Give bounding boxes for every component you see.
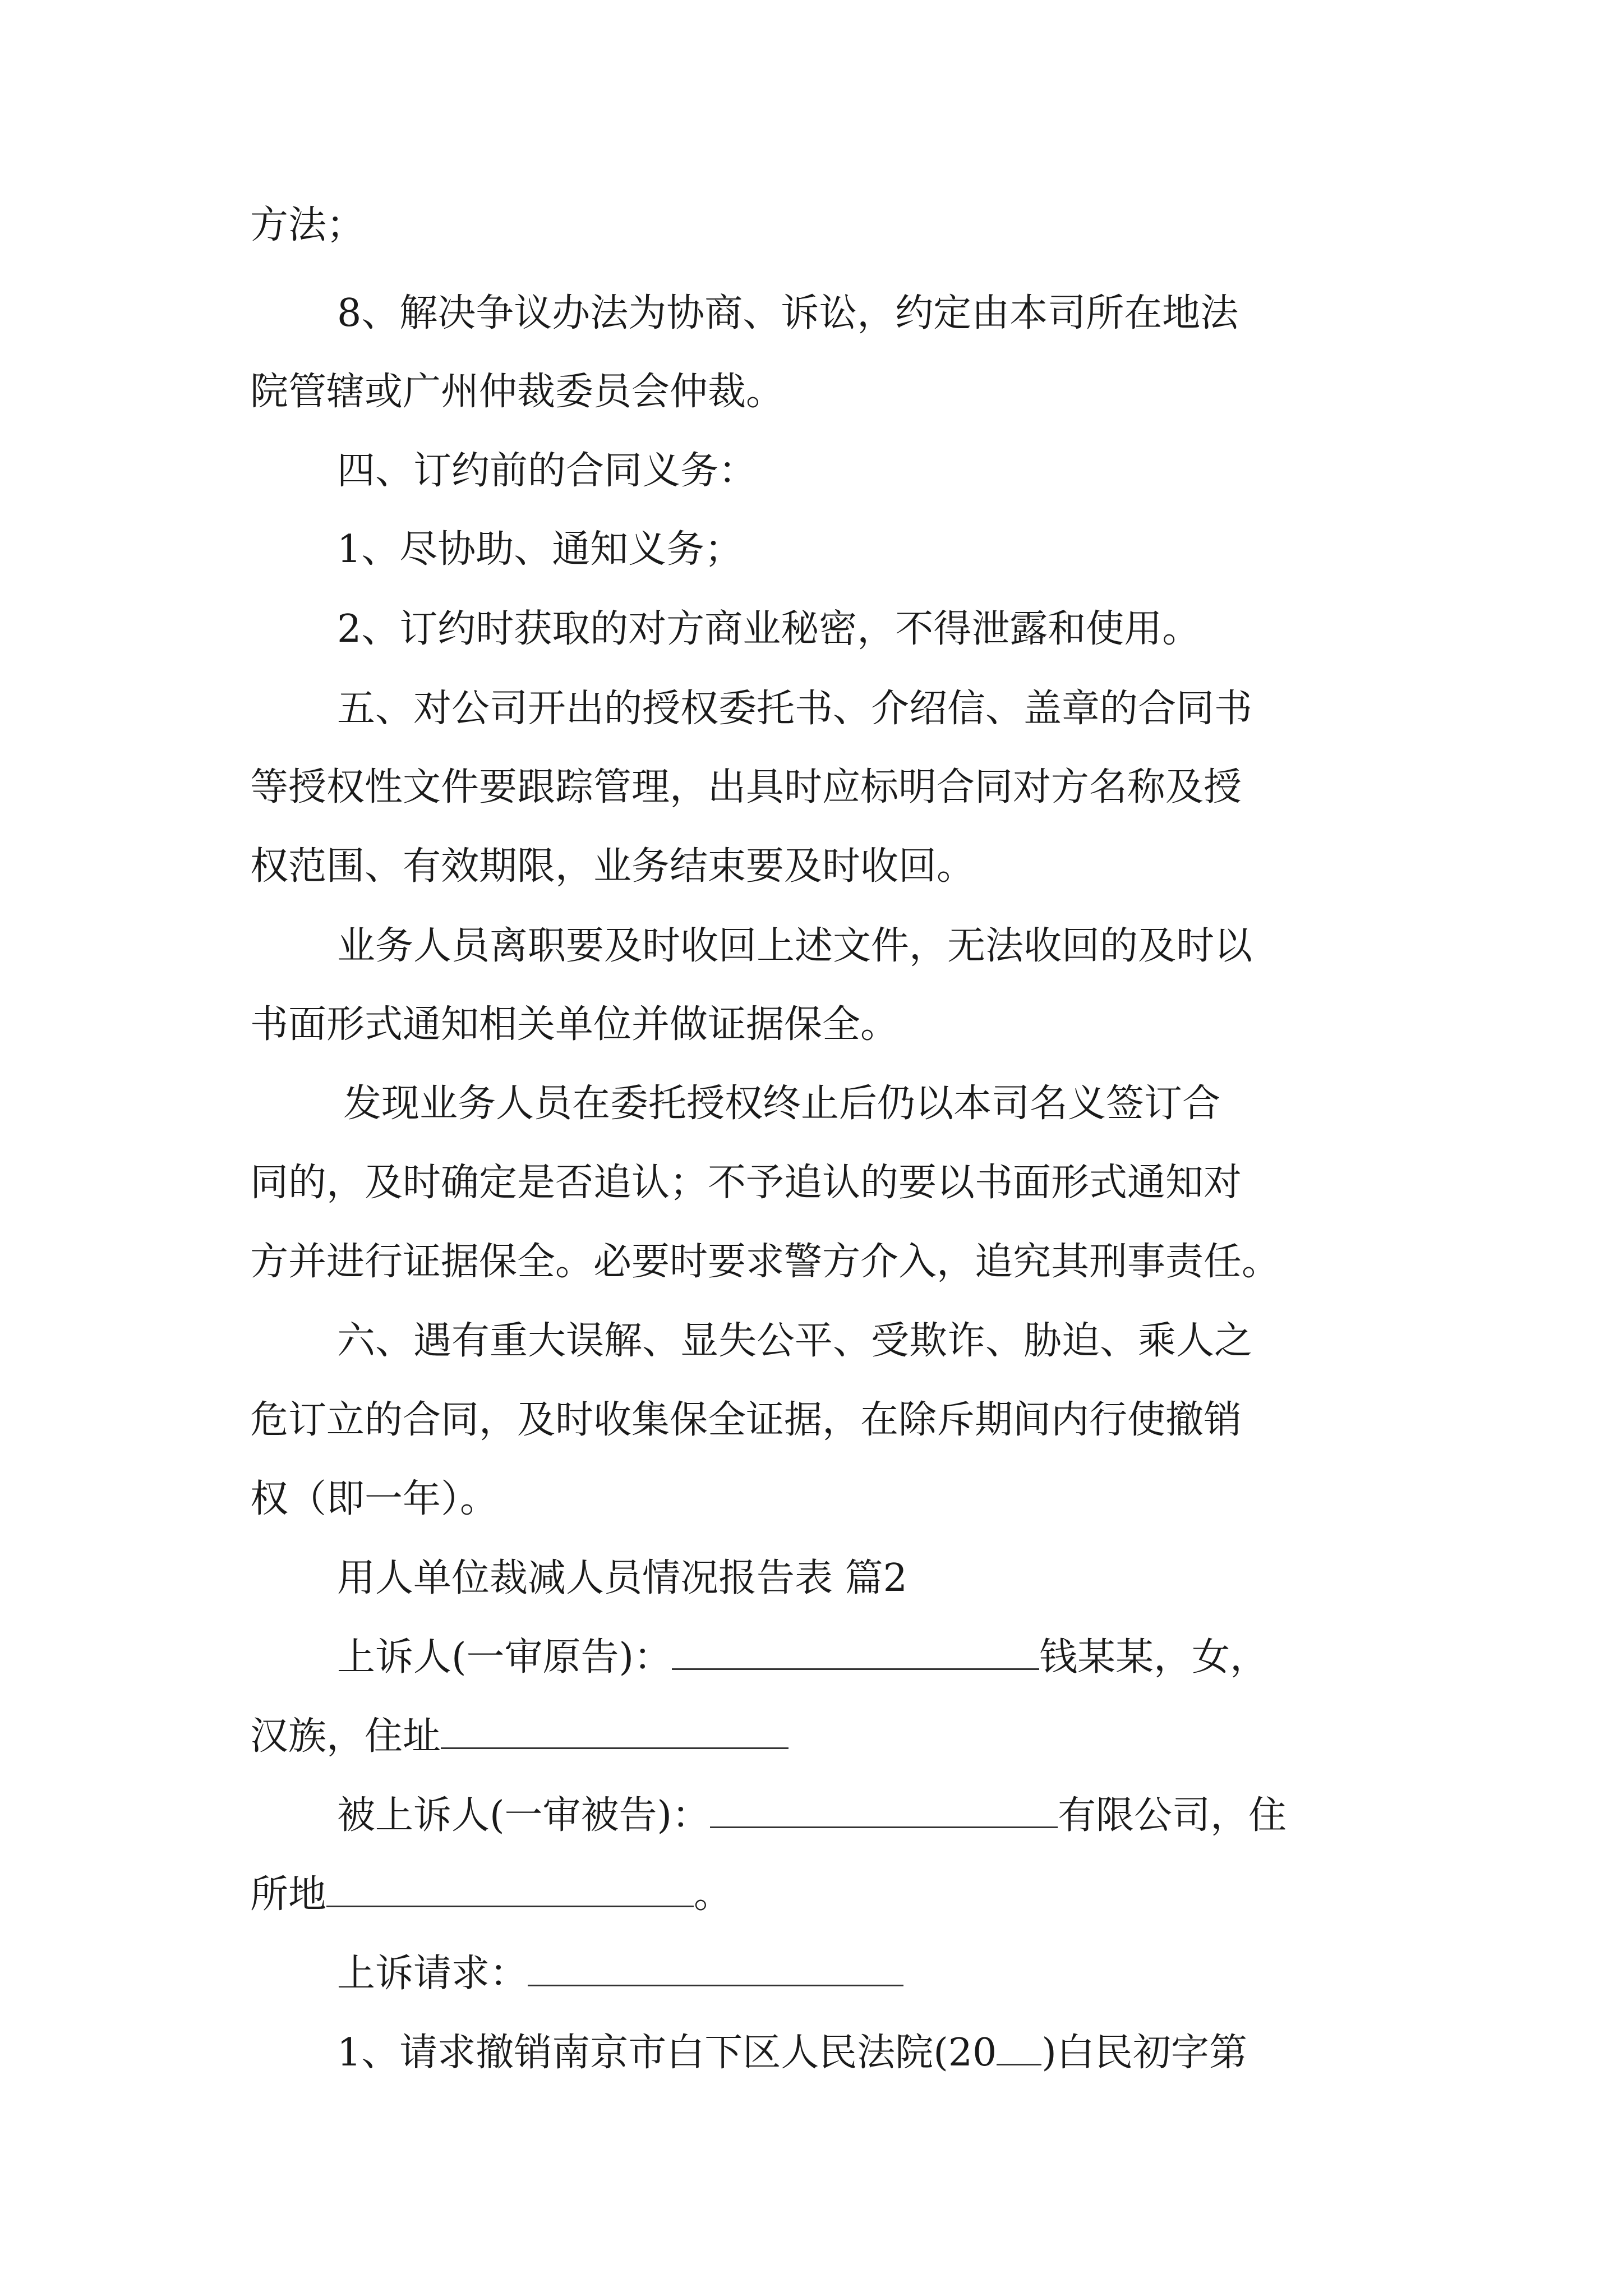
request-item-text-end: )白民初字第 [1041,2031,1247,2075]
appellee-line [337,1788,1287,1844]
appellant-address-line [250,1709,789,1765]
year-blank [997,2030,1041,2065]
paragraph-line: 1、尽协助、通知义务； [337,527,743,572]
paragraph-line: 危订立的合同，及时收集保全证据，在除斥期间内行使撤销 [250,1398,1242,1442]
domicile-blank [326,1872,694,1907]
appellee-label: 被上诉人(一审被告)： [337,1793,711,1838]
paragraph-line: 方并进行证据保全。必要时要求警方介入，追究其刑事责任。 [250,1240,1280,1284]
paragraph-line: 院管辖或广州仲裁委员会仲裁。 [250,370,785,414]
paragraph-line: 等授权性文件要跟踪管理，出具时应标明合同对方名称及授 [250,765,1242,809]
appellee-address-line [250,1867,732,1923]
appellant-info: 钱某某，女， [1039,1635,1269,1680]
paragraph-line: 同的，及时确定是否追认；不予追认的要以书面形式通知对 [250,1161,1242,1205]
paragraph-line: 2、订约时获取的对方商业秘密，不得泄露和使用。 [337,607,1201,651]
paragraph-line: 方法； [250,203,365,247]
paragraph-line: 五、对公司开出的授权委托书、介绍信、盖章的合同书 [337,687,1253,731]
paragraph-line: 8、解决争议办法为协商、诉讼，约定由本司所在地法 [337,291,1239,335]
address-blank [441,1714,789,1749]
domicile-label: 所地 [250,1872,327,1917]
paragraph-line: 四、订约前的合同义务： [337,449,757,493]
request-item-text: 1、请求撤销南京市白下区人民法院(20 [337,2031,997,2075]
paragraph-line: 权（即一年）。 [250,1477,499,1521]
appellee-info: 有限公司，住 [1058,1793,1287,1838]
request-item-line [337,2025,1247,2081]
section-heading: 用人单位裁减人员情况报告表 篇2 [337,1556,907,1600]
paragraph-line: 权范围、有效期限，业务结束要及时收回。 [250,844,975,889]
request-line [337,1946,903,2002]
paragraph-line: 书面形式通知相关单位并做证据保全。 [250,1002,899,1047]
request-blank [528,1951,903,1986]
paragraph-line: 业务人员离职要及时收回上述文件，无法收回的及时以 [337,924,1253,968]
appellant-label: 上诉人(一审原告)： [337,1635,672,1680]
request-label: 上诉请求： [337,1952,528,1996]
paragraph-line: 发现业务人员在委托授权终止后仍以本司名义签订合 [343,1082,1221,1126]
domicile-end: 。 [694,1872,732,1917]
appellant-line [337,1630,1268,1686]
address-label: 汉族，住址 [250,1714,441,1759]
paragraph-line: 六、遇有重大误解、显失公平、受欺诈、胁迫、乘人之 [337,1319,1253,1363]
appellee-blank [710,1793,1058,1828]
appellant-blank [672,1635,1039,1670]
